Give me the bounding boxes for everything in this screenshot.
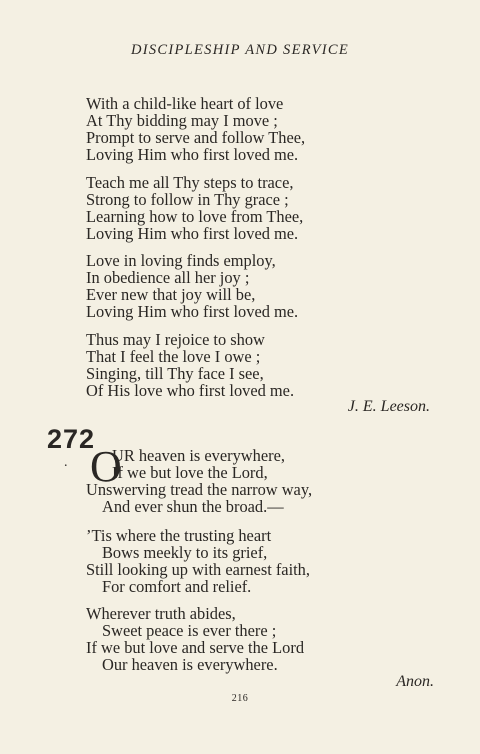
verse-line: Prompt to serve and follow Thee, [86,128,306,147]
verse-line: For comfort and relief. [102,577,252,596]
verse-line: Thus may I rejoice to show [86,330,265,349]
stanza-272-1 [86,442,313,516]
hymn-number: 272 [47,424,96,454]
author-attribution: J. E. Leeson. [347,398,430,415]
verse-line: And ever shun the broad.— [102,497,284,516]
page-number: 216 [231,693,249,704]
verse-line: Sweet peace is ever there ; [102,621,277,640]
verse-line: Love in loving finds employ, [86,251,276,270]
margin-dot: . [64,455,68,470]
stanza-2 [86,174,303,242]
verse-line: In obedience all her joy ; [86,268,250,287]
verse-line: Ever new that joy will be, [86,285,256,304]
verse-line: Wherever truth abides, [86,604,236,623]
verse-line: Unswerving tread the narrow way, [86,480,313,499]
verse-line: Loving Him who first loved me. [86,145,299,164]
verse-line: Strong to follow in Thy grace ; [86,190,289,209]
verse-line: That I feel the love I owe ; [86,347,261,366]
stanza-4 [86,331,294,399]
verse-line: Of His love who first loved me. [86,381,295,400]
author-attribution-272: Anon. [396,673,434,690]
drop-cap: O [90,442,122,491]
verse-line: Teach me all Thy steps to trace, [86,173,294,192]
verse-line: If we but love the Lord, [112,463,268,482]
verse-line: Loving Him who first loved me. [86,302,299,321]
stanza-3 [86,252,298,320]
verse-line: If we but love and serve the Lord [86,638,305,657]
verse-line: Bows meekly to its grief, [102,543,268,562]
verse-line: At Thy bidding may I move ; [86,111,278,130]
stanza-272-3 [86,605,304,673]
verse-line: Singing, till Thy face I see, [86,364,264,383]
verse-line: Our heaven is everywhere. [102,655,278,674]
verse-line: UR heaven is everywhere, [112,446,285,465]
stanza-272-2 [86,527,310,595]
verse-line: Still looking up with earnest faith, [86,560,310,579]
stanza-1 [86,95,305,163]
verse-line: Learning how to love from Thee, [86,207,304,226]
verse-line: Loving Him who first loved me. [86,224,299,243]
page-header: DISCIPLESHIP AND SERVICE [130,42,350,58]
verse-line: With a child-like heart of love [86,94,284,113]
verse-line: ’Tis where the trusting heart [86,526,272,545]
